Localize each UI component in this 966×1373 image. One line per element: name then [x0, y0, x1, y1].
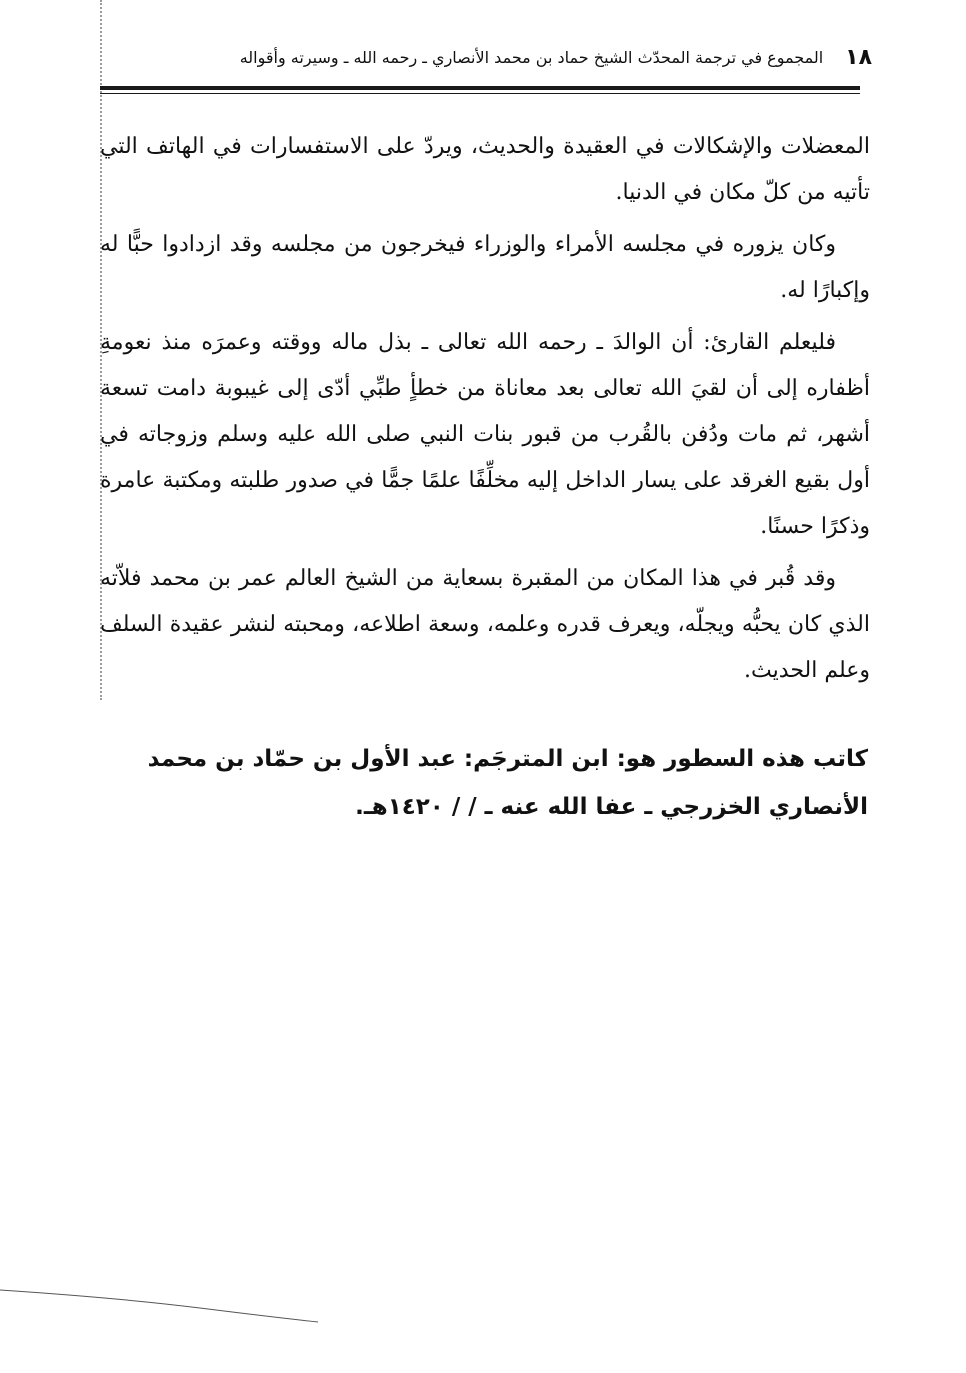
signature-line-1: كاتب هذه السطور هو: ابن المترجَم: عبد الأول بن حمّاد بن محمد [147, 746, 868, 772]
paragraph: وكان يزوره في مجلسه الأمراء والوزراء فيخرجون من مجلسه وقد ازدادوا حبًّا له وإكبارًا له. [100, 232, 870, 303]
author-signature [92, 735, 868, 831]
header-title: المجموع في ترجمة المحدّث الشيخ حماد بن محمد الأنصاري ـ رحمه الله ـ وسيرته وأقواله [239, 47, 824, 67]
page-number: ١٨ [845, 44, 872, 70]
header-rule-thick [100, 86, 860, 90]
paragraph: المعضلات والإشكالات في العقيدة والحديث، ويردّ على الاستفسارات في الهاتف التي تأتيه من كلّ مكان في الدنيا. [100, 134, 870, 205]
paragraph: فليعلم القارئ: أن الوالدَ ـ رحمه الله تعالى ـ بذل ماله ووقته وعمرَه منذ نعومةِ أظفاره إلى أن لقيَ الله تعالى بعد معاناة من خطأٍ طبِّي أدّى إلى غيبوبة دامت تسعة أشهر، ثم مات ودُفن بالقُرب من قبور بنات النبي صلى الله عليه وسلم وزوجاته في أول بقيع الغرقد على يسار الداخل إليه مخلِّفًا علمًا جمًّا في صدور طلبته ومكتبة عامرة وذكرًا حسنًا. [100, 330, 870, 539]
body-text [100, 124, 870, 700]
header-rule-thin [100, 93, 860, 94]
running-header [200, 40, 872, 74]
scan-artifact-line [0, 1270, 320, 1330]
signature-line-2: الأنصاري الخزرجي ـ عفا الله عنه ـ / / ١٤٢٠هـ. [355, 794, 868, 820]
paragraph: وقد قُبر في هذا المكان من المقبرة بسعاية من الشيخ العالم عمر بن محمد فلاّته الذي كان يحبُّه ويجلّه، ويعرف قدره وعلمه، وسعة اطلاعه، ومحبته لنشر عقيدة السلف وعلم الحديث. [100, 566, 870, 683]
